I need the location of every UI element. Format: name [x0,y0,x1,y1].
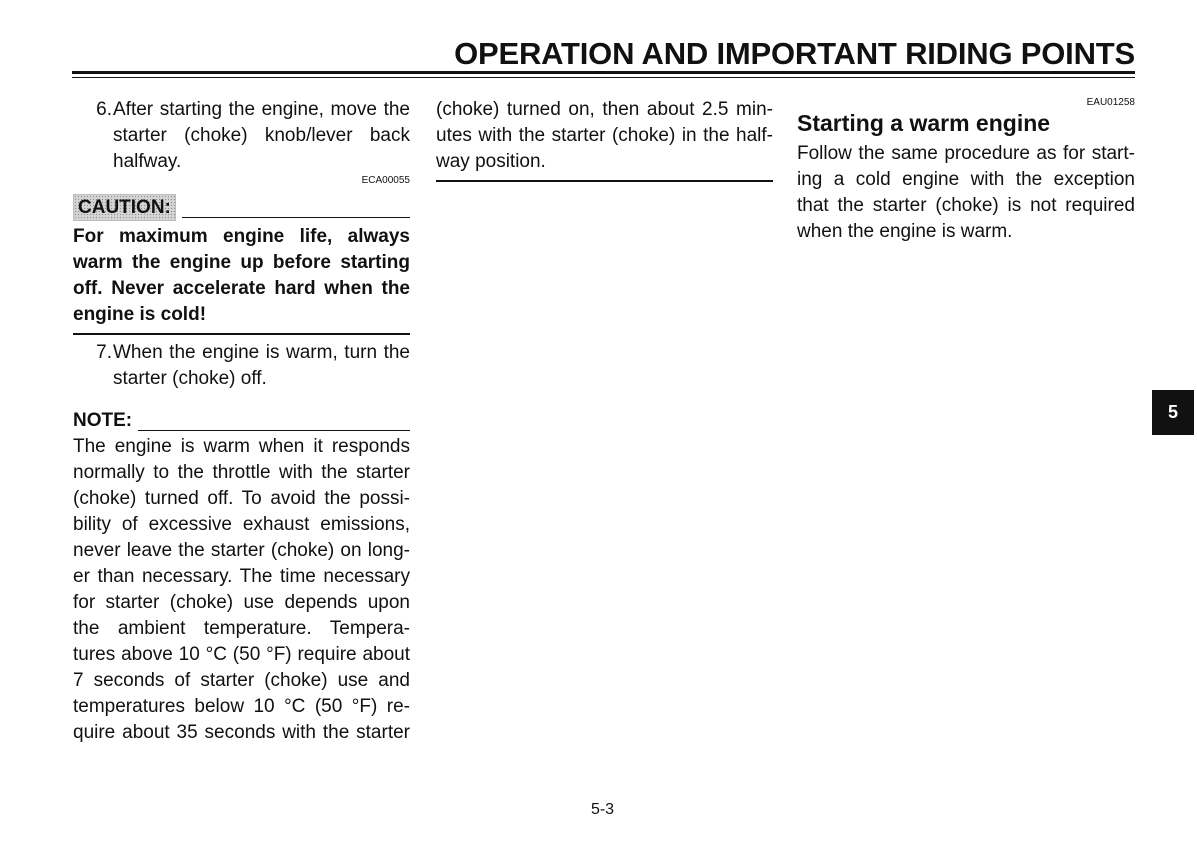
header-rule-thin [72,77,1135,78]
text-line: for starter (choke) use depends upon [73,592,410,613]
right-column [797,97,1135,245]
caution-label: CAUTION: [73,194,176,221]
text-line: er than necessary. The time necessary [73,566,410,587]
note-label: NOTE: [73,410,133,431]
header-rule-thick [72,71,1135,74]
text-line: After starting the engine, move the [113,99,410,120]
text-line: way position. [436,151,546,172]
caution-reference-code: ECA00055 [361,175,410,186]
text-line: ing a cold engine with the exception [797,169,1135,190]
text-line: For maximum engine life, always [73,226,410,247]
caution-end-rule [73,333,410,335]
text-line: bility of excessive exhaust emissions, [73,514,410,535]
text-line: off. Never accelerate hard when the [73,278,410,299]
caution-text [73,224,410,328]
note-text [73,434,410,746]
caution-heading [73,193,410,221]
page-number: 5-3 [590,801,615,818]
section-body [797,141,1135,245]
section-title: Starting a warm engine [797,110,1051,136]
text-line: temperatures below 10 °C (50 °F) re- [73,696,410,717]
step-7 [73,340,410,392]
step-6 [73,97,410,175]
chapter-tab: 5 [1152,390,1194,435]
text-line: the ambient temperature. Tempera- [73,618,410,639]
text-line: (choke) turned on, then about 2.5 min- [436,99,773,120]
step-6-text [113,97,410,175]
text-line: Follow the same procedure as for start- [797,143,1135,164]
step-7-text [113,340,410,392]
text-line: halfway. [113,151,182,172]
text-line: quire about 35 seconds with the starter [73,722,410,743]
text-line: The engine is warm when it responds [73,436,410,457]
page-header-title: OPERATION AND IMPORTANT RIDING POINTS [454,36,1135,71]
caution-heading-rule [182,217,410,218]
text-line: engine is cold! [73,304,207,325]
note-end-rule [436,180,773,182]
left-column [73,97,410,746]
text-line: 7 seconds of starter (choke) use and [73,670,410,691]
step-6-number: 6. [96,99,112,120]
text-line: normally to the throttle with the starter [73,462,410,483]
text-line: starter (choke) knob/lever back [113,125,410,146]
text-line: utes with the starter (choke) in the half- [436,125,773,146]
text-line: never leave the starter (choke) on long- [73,540,410,561]
text-line: when the engine is warm. [797,221,1013,242]
text-line: warm the engine up before starting [73,252,410,273]
text-line: (choke) turned off. To avoid the possi- [73,488,410,509]
text-line: When the engine is warm, turn the [113,342,410,363]
middle-column [436,97,773,182]
step-7-number: 7. [96,342,112,363]
note-heading [73,408,410,434]
text-line: that the starter (choke) is not required [797,195,1135,216]
text-line: starter (choke) off. [113,368,267,389]
section-reference-code: EAU01258 [1086,97,1135,108]
note-heading-rule [138,430,410,431]
text-line: tures above 10 °C (50 °F) require about [73,644,410,665]
